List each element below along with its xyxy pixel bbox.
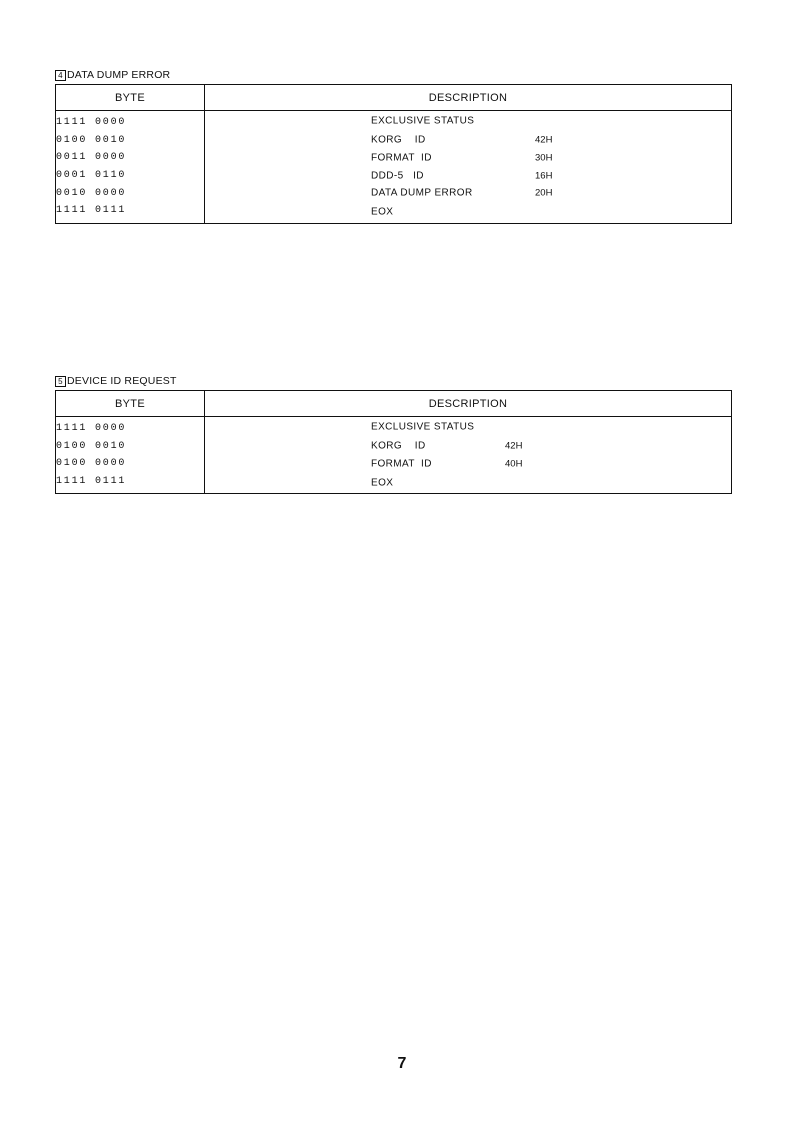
description-cell bbox=[205, 202, 732, 223]
table-row bbox=[56, 438, 732, 456]
hex-value: 30H bbox=[535, 152, 553, 164]
description-column-header: DESCRIPTION bbox=[205, 391, 732, 417]
description-column-header: DESCRIPTION bbox=[205, 85, 732, 111]
table-row bbox=[56, 184, 732, 202]
description-cell bbox=[205, 149, 732, 167]
data-dump-error-table bbox=[55, 84, 732, 224]
byte-cell: 1111 0000 bbox=[56, 417, 205, 438]
section-data-dump-error bbox=[55, 67, 732, 224]
description-text: DDD-5 ID bbox=[371, 170, 424, 182]
byte-cell: 0001 0110 bbox=[56, 167, 205, 185]
description-text: KORG ID bbox=[371, 440, 426, 452]
byte-cell: 0011 0000 bbox=[56, 149, 205, 167]
description-text: EXCLUSIVE STATUS bbox=[371, 115, 475, 127]
description-cell bbox=[205, 438, 732, 456]
table-row bbox=[56, 111, 732, 132]
section-title-text: DEVICE ID REQUEST bbox=[67, 375, 177, 387]
table-header-row bbox=[56, 391, 732, 417]
description-cell bbox=[205, 167, 732, 185]
description-text: FORMAT ID bbox=[371, 458, 432, 470]
byte-cell: 1111 0111 bbox=[56, 202, 205, 223]
description-cell bbox=[205, 132, 732, 150]
table-header-row bbox=[56, 85, 732, 111]
table-row bbox=[56, 167, 732, 185]
page-number: 7 bbox=[397, 1055, 407, 1072]
hex-value: 20H bbox=[535, 187, 553, 199]
section-title-text: DATA DUMP ERROR bbox=[67, 69, 171, 81]
byte-cell: 0100 0010 bbox=[56, 438, 205, 456]
table-row bbox=[56, 149, 732, 167]
section-title bbox=[55, 373, 732, 390]
description-text: EOX bbox=[371, 206, 394, 218]
description-cell bbox=[205, 417, 732, 438]
table-row bbox=[56, 473, 732, 494]
hex-value: 42H bbox=[505, 440, 523, 452]
table-row bbox=[56, 132, 732, 150]
device-id-request-table bbox=[55, 390, 732, 494]
table-row bbox=[56, 202, 732, 223]
section-number-box: 5 bbox=[55, 376, 66, 387]
section-number-box: 4 bbox=[55, 70, 66, 81]
section-device-id-request bbox=[55, 373, 732, 494]
description-cell bbox=[205, 455, 732, 473]
hex-value: 40H bbox=[505, 458, 523, 470]
byte-cell: 0100 0000 bbox=[56, 455, 205, 473]
description-text: FORMAT ID bbox=[371, 152, 432, 164]
description-cell bbox=[205, 184, 732, 202]
section-title bbox=[55, 67, 732, 84]
hex-value: 16H bbox=[535, 170, 553, 182]
description-text: EOX bbox=[371, 477, 394, 489]
table-row bbox=[56, 417, 732, 438]
byte-cell: 1111 0000 bbox=[56, 111, 205, 132]
byte-column-header: BYTE bbox=[56, 85, 205, 111]
description-text: EXCLUSIVE STATUS bbox=[371, 421, 475, 433]
description-text: KORG ID bbox=[371, 134, 426, 146]
table-row bbox=[56, 455, 732, 473]
byte-cell: 0100 0010 bbox=[56, 132, 205, 150]
byte-cell: 0010 0000 bbox=[56, 184, 205, 202]
byte-column-header: BYTE bbox=[56, 391, 205, 417]
description-text: DATA DUMP ERROR bbox=[371, 187, 473, 199]
description-cell bbox=[205, 111, 732, 132]
byte-cell: 1111 0111 bbox=[56, 473, 205, 494]
hex-value: 42H bbox=[535, 134, 553, 146]
description-cell bbox=[205, 473, 732, 494]
